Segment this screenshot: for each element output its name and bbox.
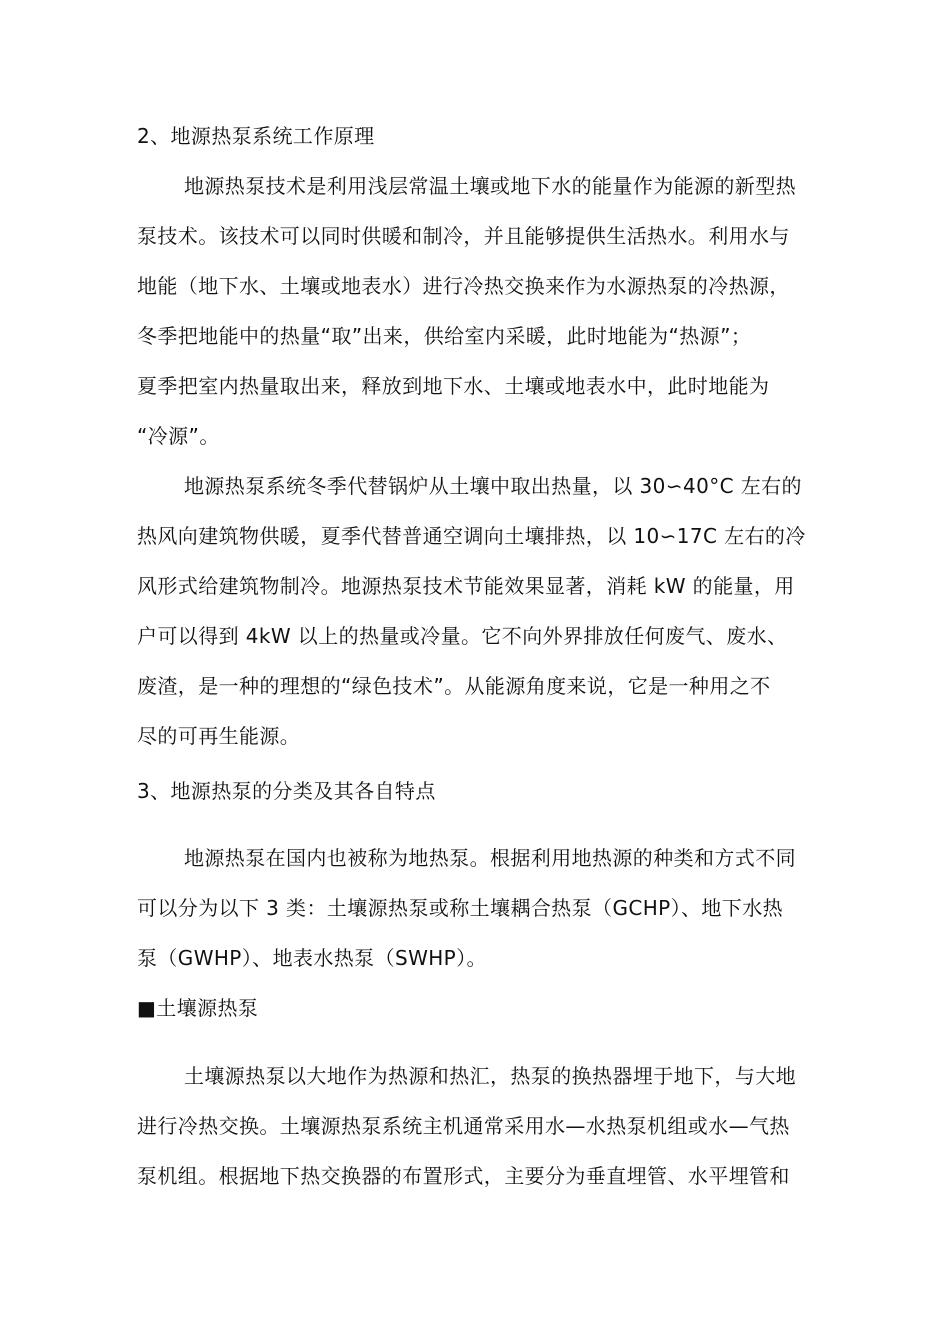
section-2-paragraph-2-line-3: 风形式给建筑物制冷。地源热泵技术节能效果显著，消耗 kW 的能量，用 [137, 574, 795, 598]
section-3-paragraph-2-line-1: 土壤源热泵以大地作为热源和热汇，热泵的换热器埋于地下，与大地 [184, 1064, 796, 1088]
section-3-heading: 3、地源热泵的分类及其各自特点 [137, 779, 436, 803]
section-2-paragraph-2-line-1: 地源热泵系统冬季代替锅炉从土壤中取出热量，以 30∽40°C 左右的 [184, 474, 802, 498]
section-2-paragraph-1-line-5: 夏季把室内热量取出来，释放到地下水、土壤或地表水中，此时地能为 [137, 374, 770, 398]
section-2-heading: 2、地源热泵系统工作原理 [137, 124, 375, 148]
section-2-paragraph-1-line-1: 地源热泵技术是利用浅层常温土壤或地下水的能量作为能源的新型热 [184, 174, 796, 198]
section-3-paragraph-1-line-3: 泵（GWHP）、地表水热泵（SWHP）。 [137, 946, 487, 970]
section-2-paragraph-1-line-4: 冬季把地能中的热量“取”出来，供给室内采暖，此时地能为“热源”； [137, 324, 752, 348]
section-2-paragraph-2-line-2: 热风向建筑物供暖，夏季代替普通空调向土壤排热，以 10∽17C 左右的冷 [137, 524, 806, 548]
section-3-subheading: ■土壤源热泵 [137, 996, 259, 1020]
section-3-paragraph-1-line-2: 可以分为以下 3 类：土壤源热泵或称土壤耦合热泵（GCHP）、地下水热 [137, 896, 784, 920]
section-3-paragraph-2-line-3: 泵机组。根据地下热交换器的布置形式，主要分为垂直埋管、水平埋管和 [137, 1164, 790, 1188]
section-2-paragraph-1-line-2: 泵技术。该技术可以同时供暖和制冷，并且能够提供生活热水。利用水与 [137, 224, 790, 248]
section-2-paragraph-2-line-4: 户可以得到 4kW 以上的热量或冷量。它不向外界排放任何废气、废水、 [137, 624, 788, 648]
section-2-paragraph-2-line-5: 废渣，是一种的理想的“绿色技术”。从能源角度来说，它是一种用之不 [137, 674, 771, 698]
section-3-paragraph-2-line-2: 进行冷热交换。土壤源热泵系统主机通常采用水—水热泵机组或水—气热 [137, 1114, 790, 1138]
section-2-paragraph-1-line-6: “冷源”。 [137, 424, 220, 448]
section-2-paragraph-2-line-6: 尽的可再生能源。 [137, 724, 301, 748]
section-2-paragraph-1-line-3: 地能（地下水、土壤或地表水）进行冷热交换来作为水源热泵的冷热源， [137, 274, 790, 298]
section-3-paragraph-1-line-1: 地源热泵在国内也被称为地热泵。根据利用地热源的种类和方式不同 [184, 846, 796, 870]
